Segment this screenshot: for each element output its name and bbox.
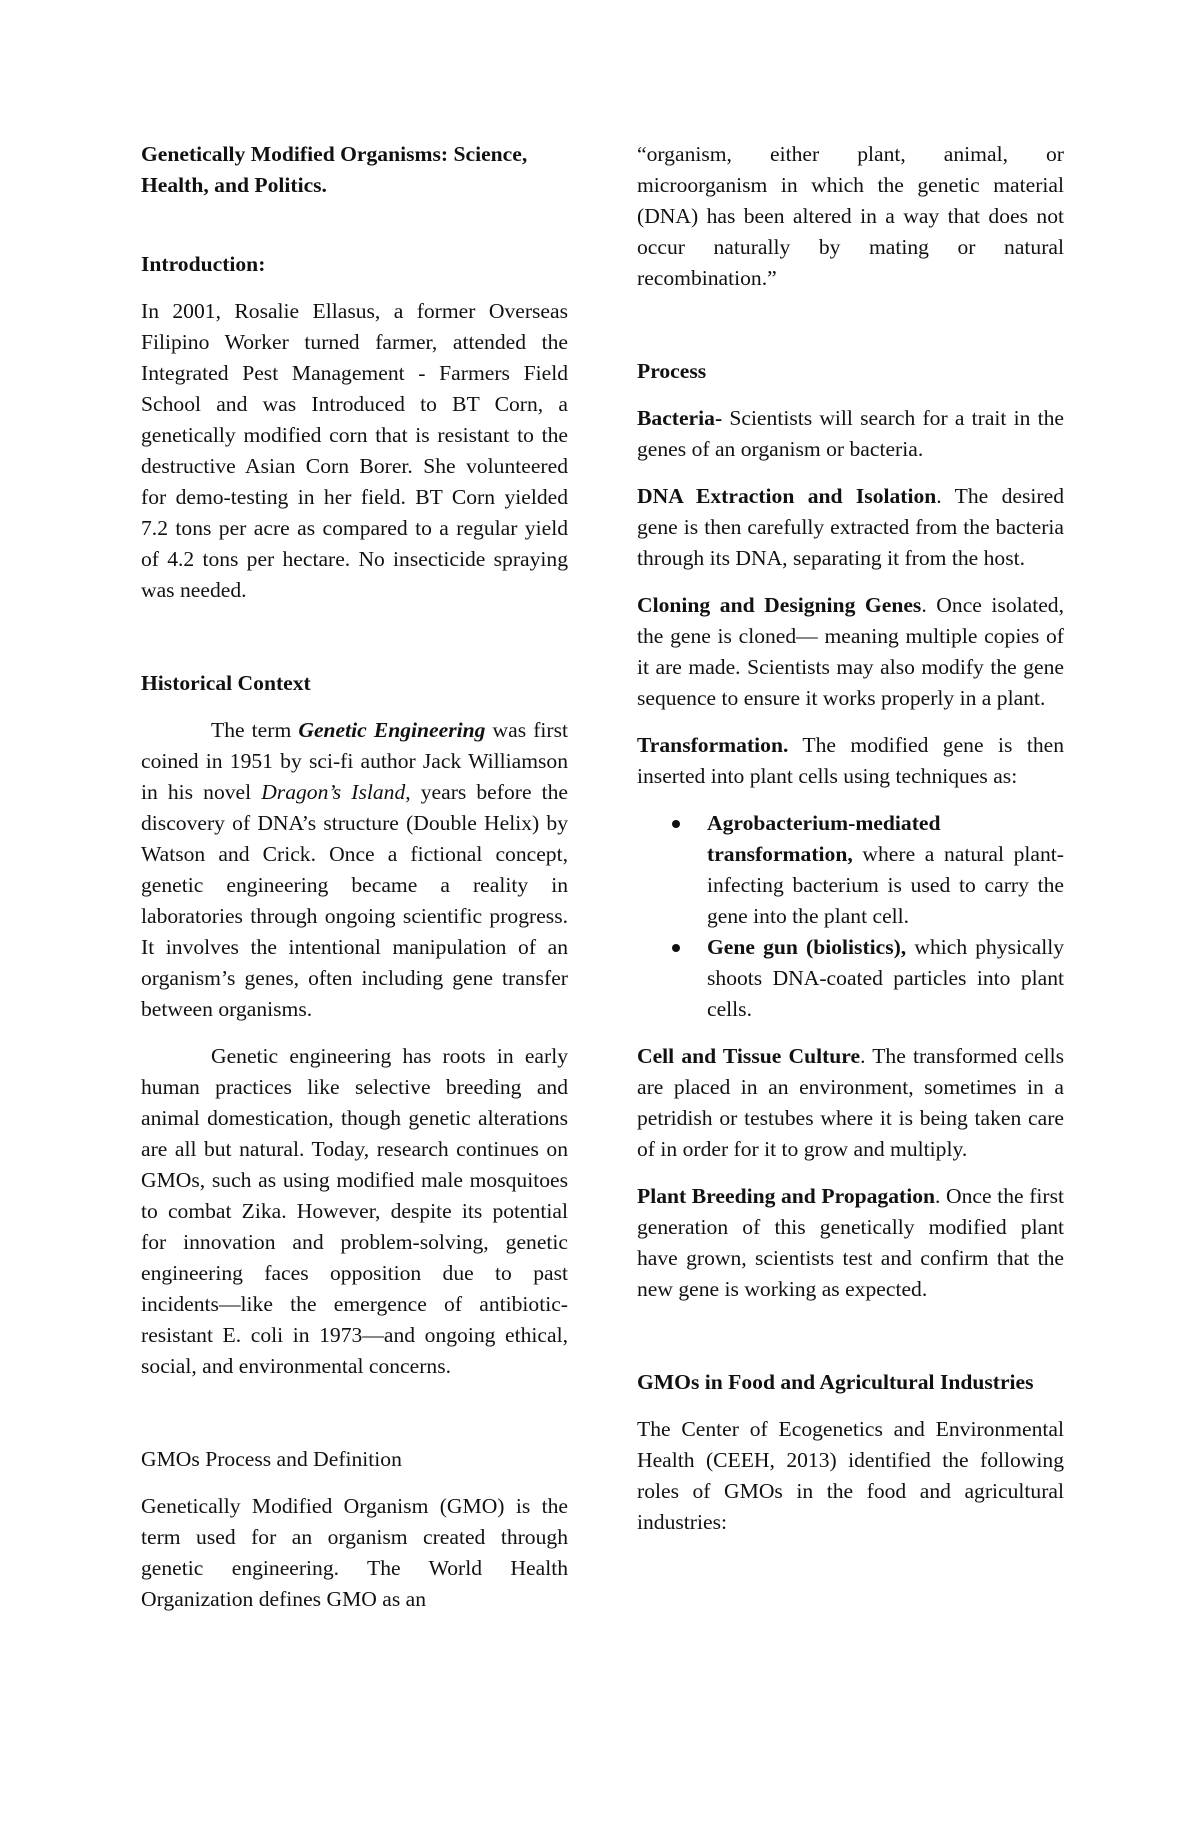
gmos-food-heading: GMOs in Food and Agricultural Industries [637, 1370, 1034, 1394]
text-run: The term [211, 718, 299, 742]
technique-text: where a natural plant-infecting bacterium is used to carry the gene into the plant cell. [707, 842, 1064, 928]
right-column [637, 139, 1064, 1554]
step-title: Transformation. [637, 733, 789, 757]
step-title: Cell and Tissue Culture [637, 1044, 861, 1068]
left-column [141, 139, 568, 1631]
document-title: Genetically Modified Organisms: Science, Health, and Politics. [141, 142, 528, 197]
step-text: . The transformed cells are placed in an environment, sometimes in a petridish or testubes where it is being taken care of in order for it to grow and multiply. [637, 1044, 1064, 1161]
text-run: , years before the discovery of DNA’s structure (Double Helix) by Watson and Crick. Once a fictional concept, genetic engineering became a reality in laboratories through ongoing scientific progress. It involves the intentional manipulation of an organism’s genes, often including gene transfer between organisms. [141, 780, 568, 1021]
historical-context-heading: Historical Context [141, 671, 311, 695]
gmo-definition-paragraph: Genetically Modified Organism (GMO) is the term used for an organism created through genetic engineering. The World Health Organization defines GMO as an [141, 1494, 568, 1611]
step-text: Scientists will search for a trait in the genes of an organism or bacteria. [637, 406, 1064, 461]
technique-title: Agrobacterium-mediated transformation, [707, 811, 941, 866]
who-definition-quote: “organism, either plant, animal, or microorganism in which the genetic material (DNA) has been altered in a way that does not occur naturally by mating or natural recombination.” [637, 142, 1064, 290]
introduction-paragraph: In 2001, Rosalie Ellasus, a former Overseas Filipino Worker turned farmer, attended the Integrated Pest Management - Farmers Field School and was Introduced to BT Corn, a genetically modified corn that is resistant to the destructive Asian Corn Borer. She volunteered for demo-testing in her field. BT Corn yielded 7.2 tons per acre as compared to a regular yield of 4.2 tons per hectare. No insecticide spraying was needed. [141, 299, 568, 602]
process-step [637, 590, 1064, 714]
historical-paragraph-2: Genetic engineering has roots in early human practices like selective breeding and animal domestication, though genetic alterations are all but natural. Today, research continues on GMOs, such as using modified male mosquitoes to combat Zika. However, despite its potential for innovation and problem-solving, genetic engineering faces opposition due to past incidents—like the emergence of antibiotic-resistant E. coli in 1973—and ongoing ethical, social, and environmental concerns. [141, 1044, 568, 1378]
process-step [637, 730, 1064, 792]
list-item [707, 808, 1064, 932]
text-run: was first coined in 1951 by sci-fi author Jack Williamson in his novel [141, 718, 568, 804]
gmo-definition-heading: GMOs Process and Definition [141, 1447, 402, 1471]
list-item [707, 932, 1064, 1025]
step-text: The modified gene is then inserted into plant cells using techniques as: [637, 733, 1064, 788]
technique-text: which physically shoots DNA-coated particles into plant cells. [707, 935, 1064, 1021]
step-title: Plant Breeding and Propagation [637, 1184, 936, 1208]
step-text: . Once isolated, the gene is cloned— meaning multiple copies of it are made. Scientists may also modify the gene sequence to ensure it works properly in a plant. [637, 593, 1064, 710]
historical-paragraph-1 [141, 715, 568, 1025]
novel-title: Dragon’s Island [261, 780, 406, 804]
step-text: . Once the first generation of this genetically modified plant have grown, scientists test and confirm that the new gene is working as expected. [637, 1184, 1064, 1301]
transformation-techniques-list [637, 808, 1064, 1025]
process-step [637, 403, 1064, 465]
process-heading: Process [637, 359, 707, 383]
introduction-heading: Introduction: [141, 252, 266, 276]
step-title: Cloning and Designing Genes [637, 593, 922, 617]
process-step [637, 481, 1064, 574]
step-title: DNA Extraction and Isolation [637, 484, 937, 508]
gmos-food-paragraph: The Center of Ecogenetics and Environmental Health (CEEH, 2013) identified the following roles of GMOs in the food and agricultural industries: [637, 1417, 1064, 1534]
process-step [637, 1181, 1064, 1305]
technique-title: Gene gun (biolistics), [707, 935, 907, 959]
step-text: . The desired gene is then carefully extracted from the bacteria through its DNA, separating it from the host. [637, 484, 1064, 570]
step-title: Bacteria- [637, 406, 723, 430]
term-genetic-engineering: Genetic Engineering [298, 718, 486, 742]
process-step [637, 1041, 1064, 1165]
